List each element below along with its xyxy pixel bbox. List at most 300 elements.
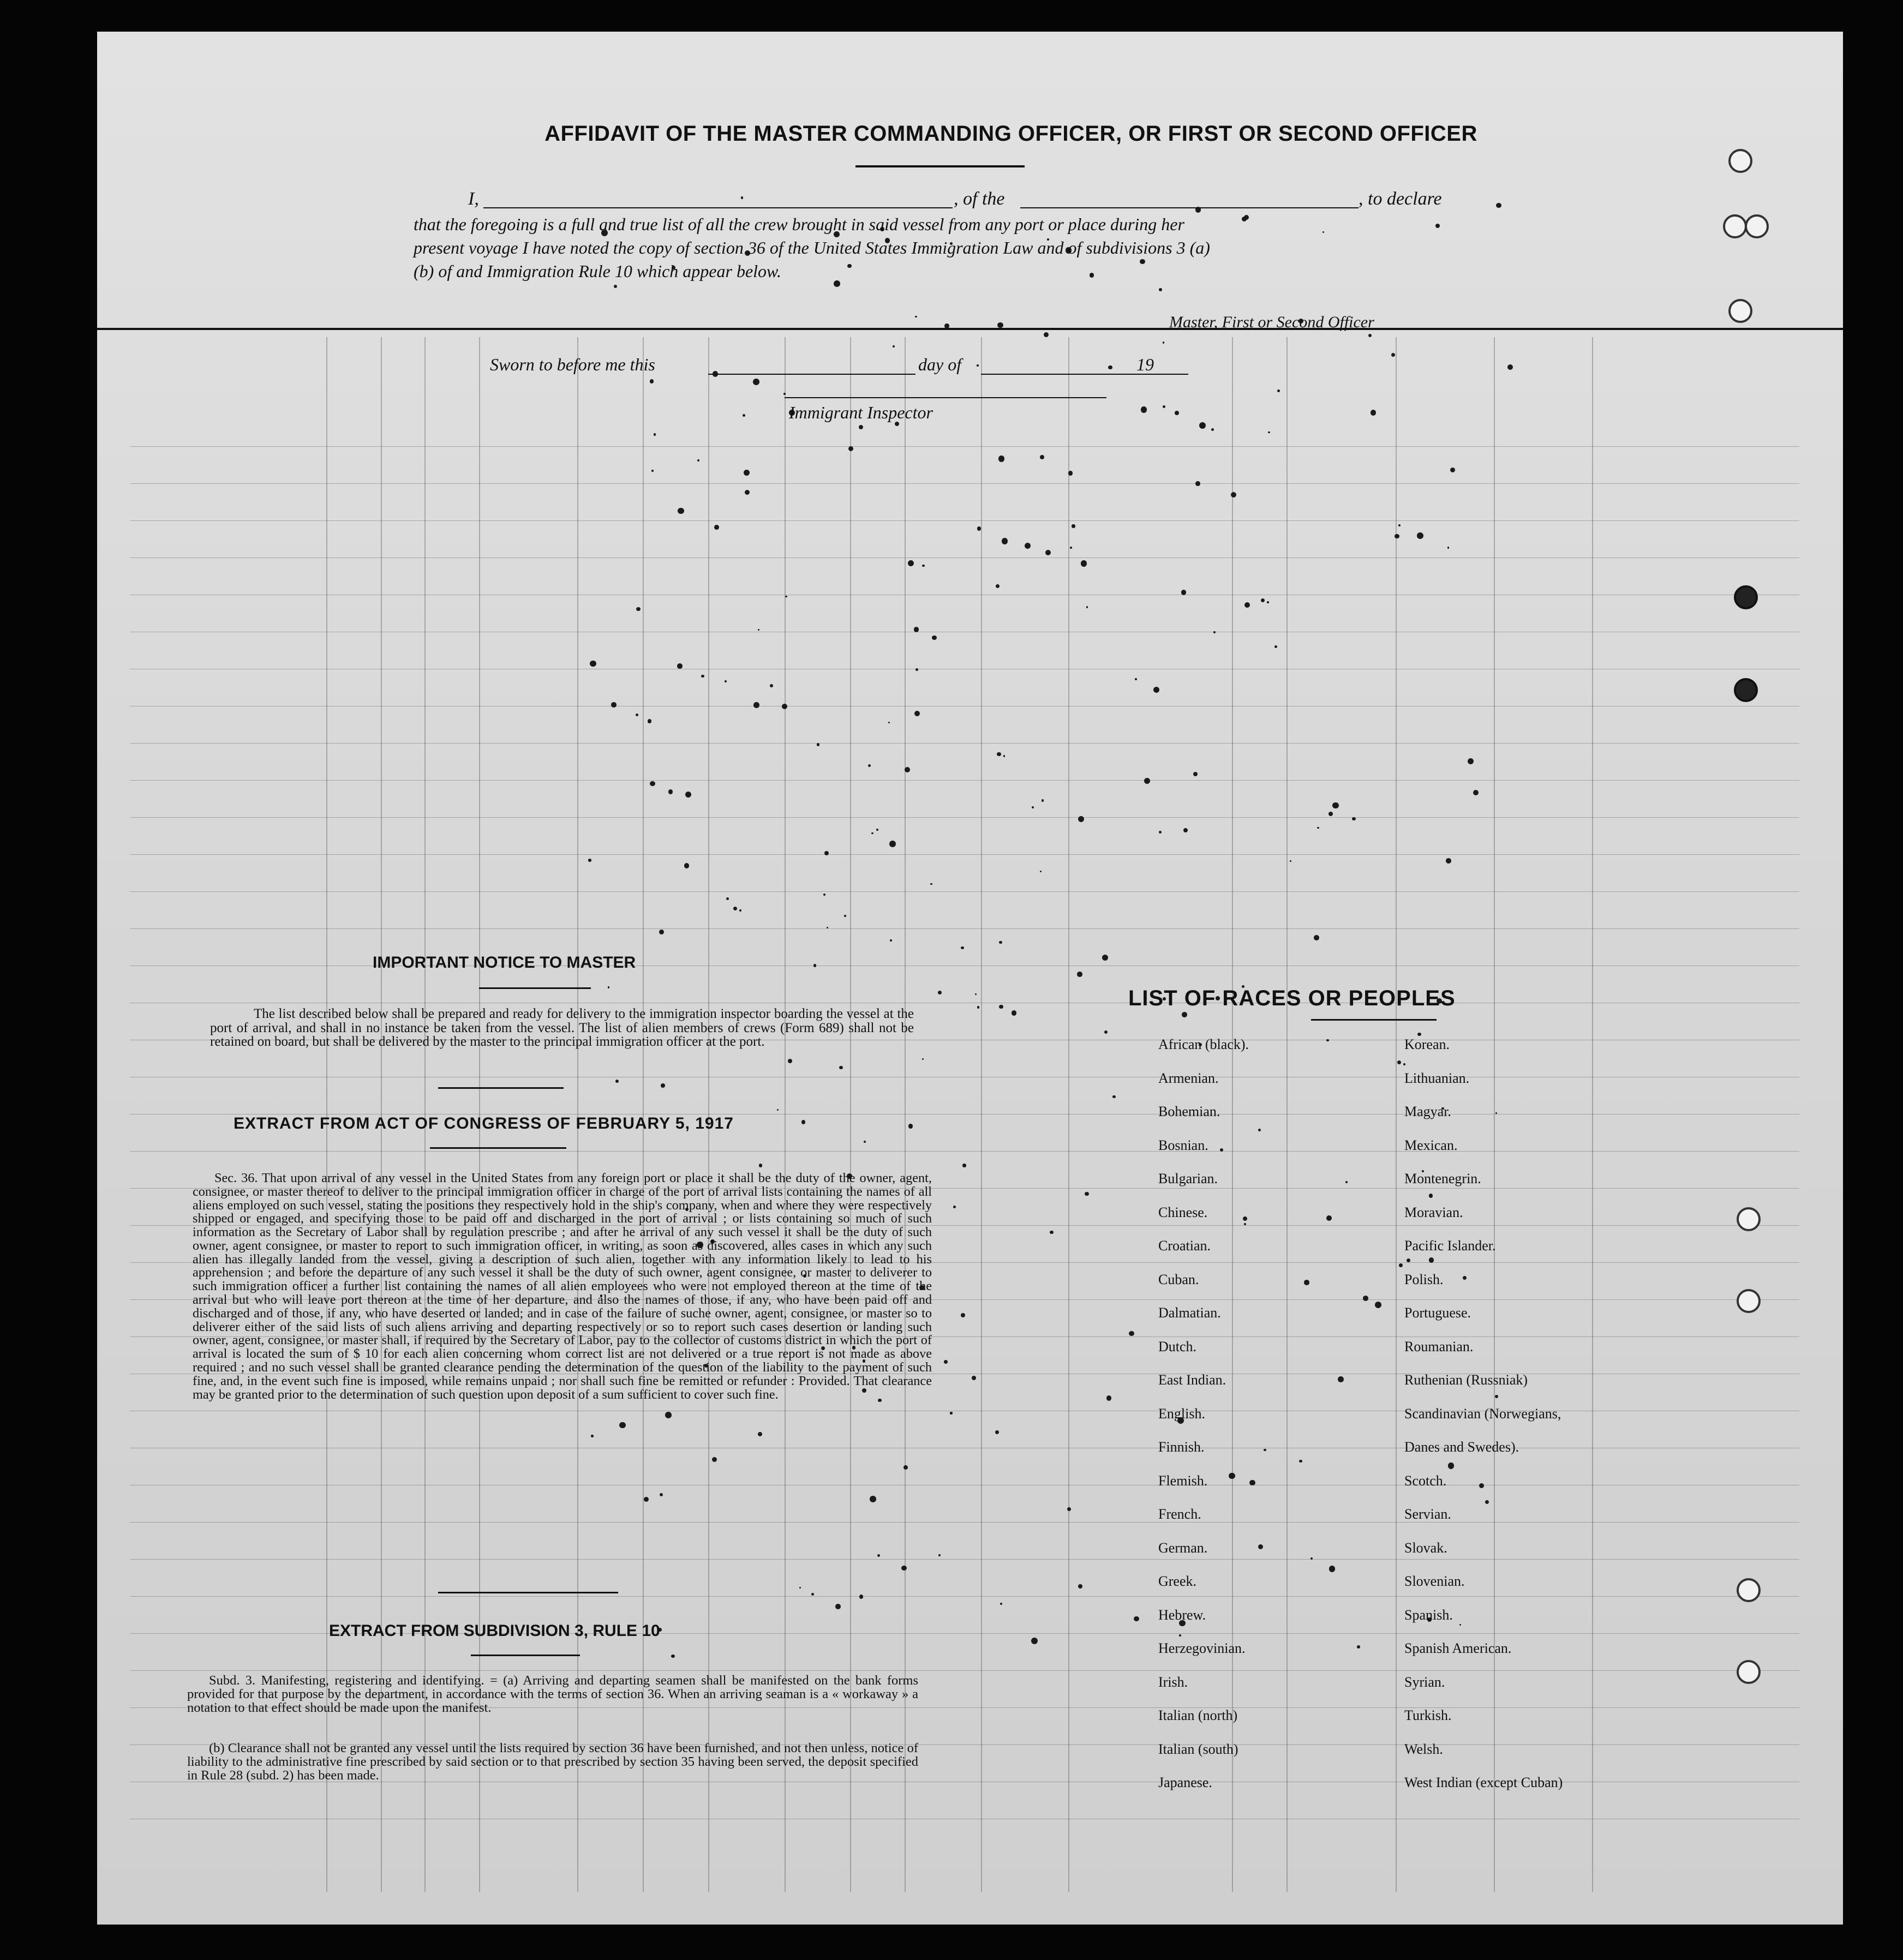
speckle [922,1058,924,1060]
race-item: Mexican. [1404,1137,1458,1153]
speckle [745,490,750,495]
speckle [1042,799,1044,802]
speckle [953,1206,956,1208]
speckle [914,711,920,716]
month-blank-line [981,374,1188,375]
speckle [1031,1638,1038,1644]
speckle [1403,1063,1405,1065]
speckle [611,702,617,708]
affidavit-body-2: present voyage I have noted the copy of section 36 of the United States Immigration Law and of subdivisions 3 (a) [414,238,1210,257]
speckle [1000,1603,1002,1605]
ghost-row-line [130,817,1799,818]
ghost-grid-line [785,337,786,1892]
punch-hole [1737,1660,1761,1684]
speckle [977,526,981,530]
speckle [1363,1296,1368,1301]
speckle [660,1493,663,1496]
rule-text-a: Subd. 3. Manifesting, registering and identifying. = (a) Arriving and departing seamen shall be manifested on the bank forms provided for that purpose by the department, in accordance with the terms of section 36. When an arriving seaman is a « workaway » a notation to that effect should be made upon the manifest. [187,1673,918,1715]
race-item: Hebrew. [1158,1607,1206,1623]
speckle [905,767,910,772]
speckle [1077,972,1082,977]
ghost-grid-line [1286,337,1288,1892]
speckle [1473,790,1479,796]
speckle [1175,411,1179,415]
speckle [726,897,729,900]
race-item: Japanese. [1158,1775,1212,1790]
speckle [770,684,773,687]
sworn-label: Sworn to before me this [490,355,655,374]
speckle [1112,1095,1115,1098]
race-item: Greek. [1158,1573,1197,1589]
speckle [811,1593,814,1596]
ghost-grid-line [1232,337,1233,1892]
speckle [938,991,942,994]
speckle [859,425,863,429]
speckle [741,196,743,199]
speckle [1129,1331,1134,1336]
race-item: Magyar. [1404,1104,1451,1119]
speckle [1450,467,1455,472]
speckle [1368,334,1372,338]
day-of-label: day of [918,355,962,374]
punch-hole [1737,1289,1761,1313]
speckle [1086,606,1088,608]
speckle [1429,1257,1434,1263]
speckle [922,565,924,567]
speckle [701,675,704,678]
year-label: 19 [1136,355,1154,374]
speckle [1375,1302,1381,1308]
speckle [1357,1645,1360,1649]
speckle [651,470,654,472]
speckle [1102,955,1108,961]
speckle [1067,1507,1071,1511]
speckle [659,930,664,934]
ghost-grid-line [981,337,982,1892]
speckle [1299,1460,1302,1462]
speckle [1446,858,1451,864]
speckle [1507,364,1513,370]
speckle [1463,1276,1467,1280]
punch-hole [1737,1578,1761,1602]
speckle [654,433,656,436]
speckle [1195,481,1200,486]
race-item: Welsh. [1404,1741,1443,1757]
affidavit-body-1: that the foregoing is a full and true list of all the crew brought in said vessel from any port or place during her [414,214,1184,234]
document-sheet [97,32,1843,1925]
speckle [1397,1060,1401,1064]
speckle [1317,827,1319,829]
speckle [1104,1030,1108,1034]
speckle [1267,601,1269,603]
speckle [1310,1557,1313,1560]
notice-underline [479,987,591,989]
speckle [801,1120,805,1124]
act-heading: EXTRACT FROM ACT OF CONGRESS OF FEBRUARY 5, 1917 [234,1114,734,1132]
speckle [961,946,964,949]
race-item: Servian. [1404,1506,1451,1522]
affidavit-i: I, [468,189,479,209]
speckle [1314,935,1319,940]
race-item: East Indian. [1158,1372,1226,1388]
notice-bottom-rule [438,1087,564,1089]
speckle [1090,273,1094,278]
race-item: Bosnian. [1158,1137,1208,1153]
affidavit-heading: AFFIDAVIT OF THE MASTER COMMANDING OFFICER, OR FIRST OR SECOND OFFICER [544,122,1477,146]
speckle [1002,538,1008,544]
speckle [1141,406,1147,413]
speckle [1199,422,1206,429]
ghost-grid-line [1494,337,1495,1892]
ghost-row-line [130,1522,1799,1523]
ghost-row-line [130,1559,1799,1560]
ghost-row-line [130,1151,1799,1152]
speckle [650,379,654,383]
speckle [915,668,918,671]
speckle [1417,532,1423,539]
speckle [678,508,684,514]
speckle [615,1080,619,1083]
race-item: Dutch. [1158,1338,1197,1354]
speckle [1328,812,1333,816]
speckle [1479,1483,1484,1488]
speckle [944,1360,948,1364]
notice-heading: IMPORTANT NOTICE TO MASTER [373,954,636,972]
speckle [972,1376,976,1380]
ghost-grid-line [850,337,851,1892]
ghost-row-line [130,520,1799,521]
race-item: Cuban. [1158,1271,1199,1287]
speckle [1326,1039,1329,1042]
speckle [668,789,673,794]
speckle [608,986,610,988]
speckle [619,1422,625,1428]
speckle [859,1595,863,1598]
speckle [1371,410,1376,415]
speckle [1081,560,1087,566]
ghost-grid-line [905,337,906,1892]
speckle [1243,1216,1247,1221]
speckle [1249,1480,1255,1485]
speckle [1106,1395,1111,1400]
speckle [876,829,878,831]
speckle [788,1059,792,1063]
speckle [1144,778,1150,784]
races-underline [1311,1019,1437,1021]
punch-hole [1734,585,1758,609]
race-item: Polish. [1404,1271,1444,1287]
speckle [782,704,787,709]
speckle [1459,1624,1461,1626]
speckle [1140,259,1145,264]
speckle [1231,492,1236,498]
speckle [835,1604,841,1609]
speckle [1395,534,1399,539]
speckle [1391,353,1395,357]
speckle [930,883,932,885]
race-item: Pacific Islander. [1404,1238,1496,1254]
speckle [1429,1194,1433,1197]
speckle [1108,365,1112,369]
speckle [1050,1231,1054,1234]
speckle [847,264,851,268]
speckle [588,859,591,862]
speckle [636,607,640,611]
ghost-row-line [130,780,1799,781]
speckle [962,1164,966,1167]
race-item: African (black). [1158,1036,1249,1052]
speckle [888,722,890,723]
speckle [1078,1584,1082,1589]
race-item: Roumanian. [1404,1338,1474,1354]
speckle [1345,1181,1348,1183]
speckle [977,364,979,367]
race-item: Chinese. [1158,1204,1208,1220]
act-underline [430,1147,566,1149]
speckle [591,1435,594,1437]
speckle [1183,828,1188,832]
speckle [1244,602,1250,608]
sworn-blank-line [708,374,915,375]
race-item: Dalmatian. [1158,1305,1221,1321]
speckle [753,379,759,385]
speckle [961,1313,965,1317]
notice-text: The list described below shall be prepared and ready for delivery to the immigration inspector boarding the vessel at the port of arrival, and shall in no instance be taken from the vessel. The list of alien members of crews (Form 689) shall not be retained on board, but shall be delivered by the master to the principal immigration officer at the port. [210,1006,914,1049]
speckle [868,764,871,767]
speckle [648,719,651,723]
speckle [1070,547,1072,549]
speckle [759,1164,763,1167]
affidavit-body-3: (b) of and Immigration Rule 10 which appear below. [414,261,781,281]
rule-text-b: (b) Clearance shall not be granted any vessel until the lists required by section 36 have been furnished, and not then unless, notice of liability to the administrative fine prescribed by said section or to that prescribed by section 35 having been served, the deposit specified in Rule 28 (subd. 2) has been made. [187,1741,918,1783]
speckle [1085,1192,1088,1196]
speckle [590,661,596,667]
speckle [1181,590,1186,595]
race-item: West Indian (except Cuban) [1404,1775,1563,1790]
race-item: Italian (south) [1158,1741,1238,1757]
race-item: Danes and Swedes). [1404,1439,1519,1455]
speckle [932,636,937,640]
affidavit-to-declare: , to declare [1359,189,1442,209]
speckle [1159,831,1162,834]
speckle [890,939,892,942]
race-item: Croatian. [1158,1238,1211,1254]
speckle [744,470,750,476]
speckle [1495,1395,1498,1398]
speckle [1468,758,1474,764]
speckle [864,1141,866,1143]
rule-underline [471,1655,580,1656]
speckle [1072,524,1075,528]
speckle [1044,332,1049,337]
speckle [1003,755,1006,757]
act-text: Sec. 36. That upon arrival of any vessel in the United States from any foreign port or place it shall be the duty of the owner, agent, consignee, or master thereof to deliver to the principal immigration officer in charge of the port of arrival lists containing the names of all aliens employed on such vessel, stating the positions they respectively hold in the ship's company, when and where they were respectively shipped or engaged, and specifying those to be paid off and discharged in the port of arrival ; or lists containing so much of such information as the Secretary of Labor shall by regulation prescribe ; and after he arrival of any such vessel it shall be the duty of such owner, agent consignee, or master to report to such immigration officer, in writing, as soon as discovered, alles cases in which any such alien has illegally landed from the vessel, giving a description of such alien, together with any information likely to lead to his apprehension ; and before the departure of any such vessel it shall be the duty of such owner, agent consignee, or master to deliverer to such immigration officer a further list containing the names of all alien employees who were not employed thereon at the time of the arrival but who will leave port thereon at the time of her departure, and also the names of those, if any, who have been paid off and discharged and of those, if any, who have deserted or landed; and in case of the failure of suche owner, agent, consignee, or master so to deliverer either of the said lists of such aliens arriving and departing respectively or so to report such cases desertion or landing such owner, agent, consignee, or master shall, if required by the Secretary of Labor, pay to the collector of customs district in which the port of arrival is located the sum of $ 10 for each alien concerning whom correct list are not delivered or a true report is not made as above required ; and no such vessel shall be granted clearance pending the determination of the question of the liability to the payment of such fine, and, in the event such fine is imposed, while remains unpaid ; nor shall such fine be remitted or refunder : Provided. That clearance may be granted prior to the determination of such question upon deposit of a sum sufficient to cover such fine. [193,1171,932,1402]
speckle [1338,1376,1344,1382]
inspector-signature-line [785,397,1106,398]
speckle [1134,1616,1139,1622]
punch-hole [1745,214,1769,238]
act-bottom-rule [438,1592,618,1593]
speckle [834,280,840,287]
speckle [995,1430,999,1434]
speckle [889,841,896,847]
speckle [1163,405,1165,408]
speckle [1447,547,1450,549]
speckle [817,743,819,746]
speckle [997,322,1003,328]
speckle [1496,203,1501,208]
speckle [977,1006,980,1009]
race-item: Korean. [1404,1036,1450,1052]
race-item: Armenian. [1158,1070,1219,1086]
race-item: Turkish. [1404,1707,1452,1723]
race-item: Lithuanian. [1404,1070,1470,1086]
speckle [877,1554,880,1557]
speckle [1213,631,1216,634]
speckle [1329,1566,1336,1572]
speckle [950,1412,952,1414]
speckle [1258,1129,1261,1131]
race-item: Bulgarian. [1158,1171,1218,1186]
punch-hole [1723,214,1747,238]
speckle [1435,224,1440,228]
speckle [1268,431,1270,434]
speckle [733,907,737,910]
speckle [1448,1462,1455,1469]
race-item: Herzegovinian. [1158,1640,1246,1656]
race-item: Spanish American. [1404,1640,1512,1656]
speckle [1078,816,1084,822]
speckle [665,1412,672,1418]
ghost-row-line [130,483,1799,484]
speckle [1179,1634,1181,1637]
race-item: Slovak. [1404,1539,1447,1556]
speckle [712,1457,717,1462]
ghost-row-line [130,1596,1799,1597]
ghost-row-line [130,854,1799,855]
race-item: Moravian. [1404,1204,1463,1220]
speckle [1153,687,1160,693]
ghost-row-line [130,1670,1799,1671]
speckle [1290,860,1291,862]
speckle [1032,806,1034,808]
ghost-grid-line [1068,337,1069,1892]
race-item: Italian (north) [1158,1707,1238,1723]
speckle [1025,543,1031,549]
races-heading: LIST OF RACES OR PEOPLES [1128,986,1456,1010]
speckle [1159,288,1162,291]
speckle [1163,341,1164,343]
race-item: Scandinavian (Norwegians, [1404,1405,1561,1422]
speckle [685,792,691,798]
race-item: Portuguese. [1404,1305,1471,1321]
race-item: German. [1158,1539,1208,1556]
speckle [1417,1033,1421,1036]
speckle [644,1497,649,1502]
speckle [839,1066,843,1070]
speckle [1326,1215,1332,1221]
speckle [1045,550,1051,555]
speckle [938,1554,941,1556]
speckle [661,1083,665,1088]
speckle [848,446,853,451]
inspector-label: Immigrant Inspector [789,403,933,422]
speckle [1398,524,1401,526]
name-blank-line [483,207,953,208]
speckle [893,345,895,347]
form-divider-line [97,328,1843,330]
speckle [1211,428,1214,431]
speckle [1182,1012,1187,1017]
race-item: Flemish. [1158,1472,1208,1489]
race-item: Finnish. [1158,1439,1205,1455]
race-item: English. [1158,1405,1205,1422]
speckle [844,915,847,918]
race-item: Slovenian. [1404,1573,1465,1589]
speckle [813,964,817,967]
speckle [777,1109,779,1111]
rule-heading: EXTRACT FROM SUBDIVISION 3, RULE 10 [329,1622,660,1640]
speckle [915,316,917,318]
ghost-row-line [130,891,1799,892]
speckle [671,1655,675,1658]
race-item: Montenegrin. [1404,1171,1481,1186]
ghost-grid-line [1396,337,1397,1892]
speckle [1258,1544,1263,1549]
punch-hole [1728,149,1752,173]
speckle [785,596,787,597]
speckle [999,941,1002,944]
speckle [1277,389,1280,392]
speckle [996,584,1000,588]
speckle [1040,455,1044,459]
speckle [799,1587,801,1589]
speckle [998,455,1005,462]
race-item: Scotch. [1404,1472,1447,1489]
race-item: Ruthenian (Russniak) [1404,1372,1528,1388]
speckle [1399,1263,1403,1267]
speckle [743,414,745,417]
speckle [908,560,914,566]
speckle [1304,1280,1309,1285]
race-item: Syrian. [1404,1674,1445,1690]
speckle [739,909,741,912]
speckle [999,1005,1003,1009]
punch-hole [1728,299,1752,323]
speckle [1322,231,1324,233]
ghost-grid-line [1592,337,1593,1892]
speckle [1332,802,1339,809]
speckle [997,752,1001,756]
speckle [650,781,655,787]
speckle [975,993,977,995]
speckle [684,863,690,868]
speckle [1274,645,1277,648]
speckle [908,1124,913,1128]
speckle [870,1496,876,1502]
race-item: French. [1158,1506,1201,1522]
speckle [614,285,617,288]
speckle [1407,1258,1410,1262]
speckle [725,680,727,682]
speckle [1485,1500,1489,1504]
speckle [1012,1010,1017,1016]
speckle [1261,598,1265,602]
race-item: Bohemian. [1158,1104,1220,1119]
race-item: Spanish. [1404,1607,1453,1623]
speckle [714,525,719,530]
punch-hole [1734,678,1758,702]
